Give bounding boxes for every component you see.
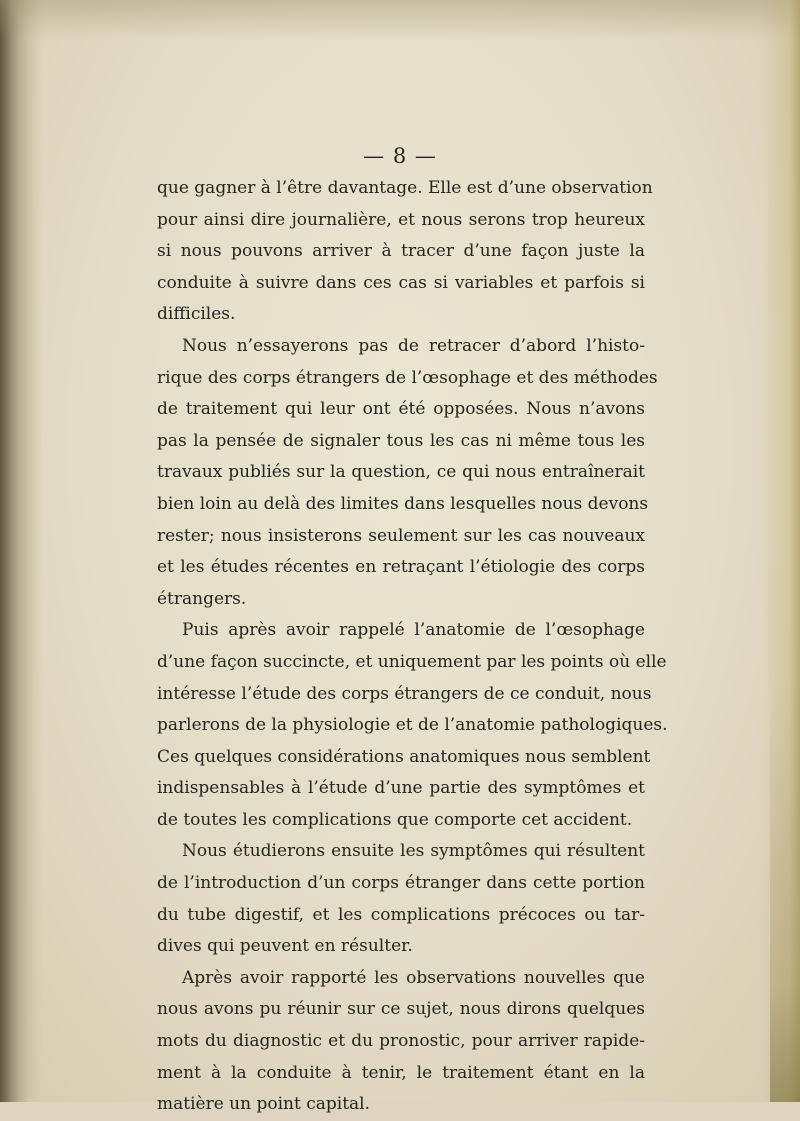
text-line: de toutes les complications que comporte cet accident.: [157, 809, 633, 830]
text-line: de l’introduction d’un corps étranger dans cette portion: [157, 873, 645, 894]
text-line: matière un point capital.: [157, 1094, 370, 1115]
text-line: si nous pouvons arriver à tracer d’une façon juste la: [157, 241, 645, 262]
text-line: de traitement qui leur ont été opposées. Nous n’avons: [157, 399, 645, 420]
paragraph-1: [157, 173, 653, 331]
page-edge-stain: [770, 682, 800, 1102]
text-line: nous avons pu réunir sur ce sujet, nous dirons quelques: [157, 999, 645, 1020]
text-line: pour ainsi dire journalière, et nous serons trop heureux: [157, 209, 645, 230]
text-line: Nous étudierons ensuite les symptômes qui résultent: [182, 841, 645, 862]
text-line: parlerons de la physiologie et de l’anatomie pathologiques.: [157, 715, 668, 736]
page-edge-top: [0, 0, 800, 40]
text-line: rester; nous insisterons seulement sur les cas nouveaux: [157, 525, 645, 546]
text-line: Nous n’essayerons pas de retracer d’abord l’histo-: [182, 335, 645, 356]
text-line: ment à la conduite à tenir, le traitement étant en la: [157, 1062, 645, 1083]
text-line: mots du diagnostic et du pronostic, pour arriver rapide-: [157, 1031, 645, 1052]
text-line: bien loin au delà des limites dans lesquelles nous devons: [157, 493, 649, 514]
text-line: d’une façon succincte, et uniquement par les points où elle: [157, 651, 667, 672]
text-line: travaux publiés sur la question, ce qui nous entraînerait: [157, 462, 645, 483]
paragraph-5: [157, 963, 645, 1121]
paragraph-2: [157, 331, 658, 615]
text-line: Après avoir rapporté les observations nouvelles que: [182, 967, 645, 988]
text-line: du tube digestif, et les complications précoces ou tar-: [157, 904, 645, 925]
text-line: pas la pensée de signaler tous les cas ni même tous les: [157, 430, 645, 451]
text-line: et les études récentes en retraçant l’étiologie des corps: [157, 557, 645, 578]
text-line: intéresse l’étude des corps étrangers de ce conduit, nous: [157, 683, 652, 704]
text-line: dives qui peuvent en résulter.: [157, 936, 413, 957]
body-text: [157, 173, 668, 1121]
paragraph-3: [157, 615, 668, 836]
text-line: étrangers.: [157, 588, 247, 609]
text-line: Ces quelques considérations anatomiques nous semblent: [157, 746, 651, 767]
text-line: difficiles.: [157, 304, 236, 325]
text-line: rique des corps étrangers de l’œsophage et des méthodes: [157, 367, 658, 388]
paragraph-4: [157, 836, 645, 962]
text-line: conduite à suivre dans ces cas si variables et parfois si: [157, 272, 645, 293]
text-line: que gagner à l’être davantage. Elle est d’une observation: [157, 178, 653, 198]
text-line: Puis après avoir rappelé l’anatomie de l’œsophage: [182, 620, 645, 641]
page-number: — 8 —: [363, 144, 437, 168]
text-line: indispensables à l’étude d’une partie des symptômes et: [157, 778, 645, 799]
